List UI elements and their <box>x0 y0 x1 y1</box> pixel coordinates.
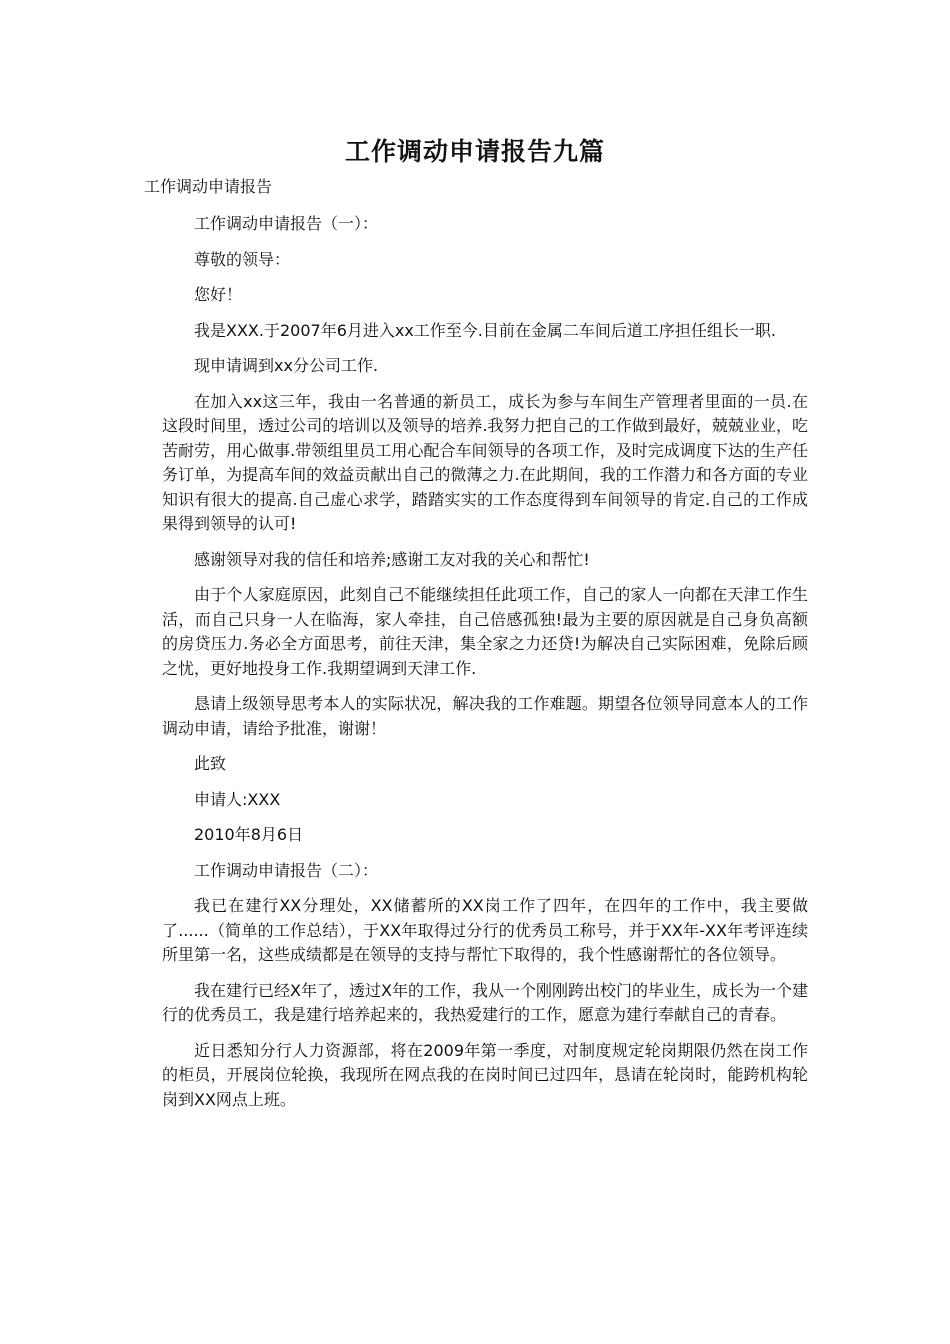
date-line: 2010年8月6日 <box>194 825 304 844</box>
body-paragraph: 感谢领导对我的信任和培养;感谢工友对我的关心和帮忙! <box>194 549 590 569</box>
closing: 此致 <box>194 754 227 773</box>
document-body <box>162 212 808 1123</box>
body-paragraph: 近日悉知分行人力资源部，将在2009年第一季度，对制度规定轮岗期限仍然在岗工作的柜员，开展岗位轮换，我现所在网点我的在岗时间已过四年，恳请在轮岗时，能跨机构轮岗到XX网点上班。 <box>162 1040 808 1109</box>
body-paragraph: 现申请调到xx分公司工作. <box>194 356 379 375</box>
body-paragraph: 由于个人家庭原因，此刻自己不能继续担任此项工作，自己的家人一向都在天津工作生活，而自己只身一人在临海，家人牵挂，自己倍感孤独!最为主要的原因就是自己身负高额的房贷压力.务必全方面思考，前往天津，集全家之力还贷!为解决自己实际困难，免除后顾之忧，更好地投身工作.我期望调到天津工作. <box>162 585 808 678</box>
greeting: 您好！ <box>194 285 243 304</box>
body-paragraph: 我在建行已经X年了，透过X年的工作，我从一个刚刚跨出校门的毕业生，成长为一个建行的优秀员工，我是建行培养起来的，我热爱建行的工作，愿意为建行奉献自己的青春。 <box>162 980 808 1024</box>
body-paragraph: 恳请上级领导思考本人的实际状况，解决我的工作难题。期望各位领导同意本人的工作调动申请，请给予批准，谢谢！ <box>162 694 808 738</box>
document-subtitle: 工作调动申请报告 <box>144 177 273 196</box>
body-paragraph: 我已在建行XX分理处，XX储蓄所的XX岗工作了四年，在四年的工作中，我主要做了......（简单的工作总结），于XX年取得过分行的优秀员工称号，并于XX年-XX年考评连续所里第一名，这些成绩都是在领导的支持与帮忙下取得的，我个性感谢帮忙的各位领导。 <box>162 896 808 964</box>
report-one-heading: 工作调动申请报告（一）： <box>194 214 379 233</box>
body-paragraph: 在加入xx这三年，我由一名普通的新员工，成长为参与车间生产管理者里面的一员.在这段时间里，透过公司的培训以及领导的培养.我努力把自己的工作做到最好，兢兢业业，吃苦耐劳，用心做事.带领组里员工用心配合车间领导的各项工作，及时完成调度下达的生产任务订单，为提高车间的效益贡献出自己的微薄之力.在此期间，我的工作潜力和各方面的专业知识有很大的提高.自己虚心求学，踏踏实实的工作态度得到车间领导的肯定.自己的工作成果得到领导的认可! <box>162 391 808 533</box>
body-paragraph: 我是XXX.于2007年6月进入xx工作至今.目前在金属二车间后道工序担任组长一职. <box>194 320 776 340</box>
document-title: 工作调动申请报告九篇 <box>344 137 605 166</box>
report-two-heading: 工作调动申请报告（二）： <box>194 860 379 880</box>
salutation: 尊敬的领导： <box>194 249 291 269</box>
applicant-signature: 申请人:XXX <box>194 789 281 809</box>
